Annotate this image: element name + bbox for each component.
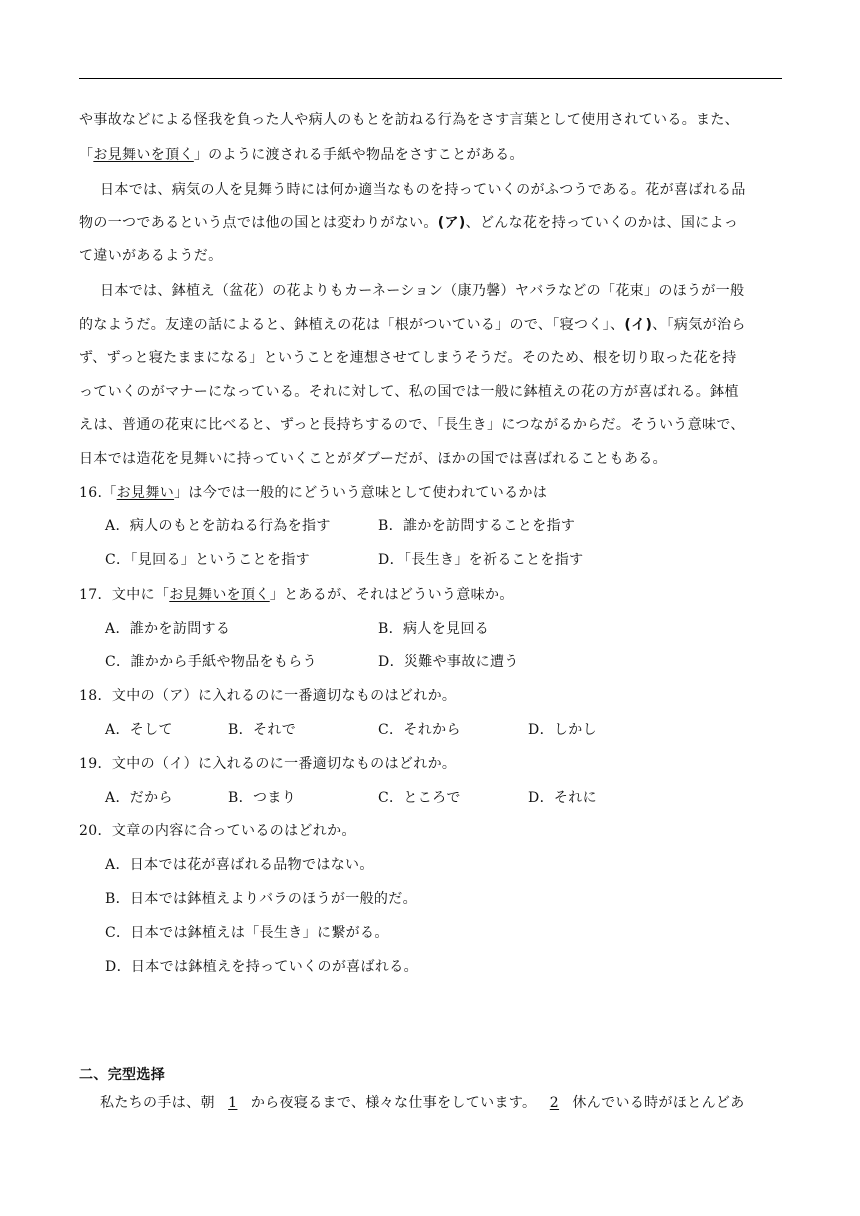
blank-marker-a: (ア) bbox=[437, 215, 466, 231]
question-20: 20．文章の内容に合っているのはどれか。 bbox=[79, 823, 356, 839]
option-c[interactable]: C．ところで bbox=[378, 790, 461, 806]
option-c[interactable]: C．誰かから手紙や物品をもらう bbox=[105, 654, 317, 670]
passage-line: えは、普通の花束に比べると、ずっと長持ちするので、「長生き」につながるからだ。そういう意味で、 bbox=[79, 417, 745, 433]
option-a[interactable]: A．日本では花が喜ばれる品物ではない。 bbox=[105, 857, 374, 873]
option-a[interactable]: A．そして bbox=[105, 722, 173, 738]
option-b[interactable]: B．病人を見回る bbox=[378, 621, 490, 637]
section-text: 私たちの手は、朝 1 から夜寝るまで、様々な仕事をしています。 2 休んでいる時がほとんどあ bbox=[100, 1095, 745, 1111]
passage-line: 日本では造花を見舞いに持っていくことがダブーだが、ほかの国では喜ばれることもある。 bbox=[79, 451, 667, 467]
option-a[interactable]: A．病人のもとを訪ねる行為を指す bbox=[105, 518, 331, 534]
option-c[interactable]: C．「見回る」ということを指す bbox=[105, 552, 310, 568]
option-d[interactable]: D．災難や事故に遭う bbox=[378, 654, 519, 670]
question-18: 18．文中の（ア）に入れるのに一番適切なものはどれか。 bbox=[79, 688, 457, 704]
underlined-phrase: お見舞いを頂く bbox=[169, 587, 270, 603]
passage-line: 日本では、鉢植え（盆花）の花よりもカーネーション（康乃馨）ヤバラなどの「花束」のほうが一般 bbox=[100, 283, 745, 299]
option-a[interactable]: A．だから bbox=[105, 790, 173, 806]
question-19: 19．文中の（イ）に入れるのに一番適切なものはどれか。 bbox=[79, 756, 457, 772]
underlined-phrase: お見舞いを頂く bbox=[93, 147, 194, 163]
option-d[interactable]: D．日本では鉢植えを持っていくのが喜ばれる。 bbox=[105, 959, 418, 975]
passage-line: ず、ずっと寝たままになる」ということを連想させてしまうそうだ。そのため、根を切り取った花を持 bbox=[79, 350, 737, 366]
option-b[interactable]: B．誰かを訪問することを指す bbox=[378, 518, 576, 534]
question-16: 16.「お見舞い」は今では一般的にどういう意味として使われているかは bbox=[79, 485, 548, 501]
option-b[interactable]: B．つまり bbox=[228, 790, 297, 806]
passage-line: 的なようだ。友達の話によると、鉢植えの花は「根がついている」ので、「寝つく」、(イ)、「病気が治ら bbox=[79, 317, 746, 333]
option-d[interactable]: D．しかし bbox=[528, 722, 597, 738]
option-b[interactable]: B．それで bbox=[228, 722, 297, 738]
blank-1: 1 bbox=[228, 1095, 238, 1111]
option-a[interactable]: A．誰かを訪問する bbox=[105, 621, 231, 637]
section-heading: 二、完型选择 bbox=[79, 1067, 166, 1083]
blank-marker-i: (イ) bbox=[624, 317, 653, 333]
header-rule bbox=[79, 78, 782, 79]
question-17: 17．文中に「お見舞いを頂く」とあるが、それはどういう意味か。 bbox=[79, 587, 514, 603]
passage-line: 日本では、病気の人を見舞う時には何か適当なものを持っていくのがふつうである。花が喜ばれる品 bbox=[100, 182, 746, 198]
underlined-phrase: お見舞い bbox=[116, 485, 175, 501]
blank-2: 2 bbox=[549, 1095, 560, 1111]
option-c[interactable]: C．日本では鉢植えは「長生き」に繋がる。 bbox=[105, 925, 389, 941]
option-d[interactable]: D．「長生き」を祈ることを指す bbox=[378, 552, 584, 568]
passage-line: 物の一つであるという点では他の国とは変わりがない。(ア)、どんな花を持っていくのかは、国によっ bbox=[79, 215, 739, 231]
option-d[interactable]: D．それに bbox=[528, 790, 597, 806]
passage-line: っていくのがマナーになっている。それに対して、私の国では一般に鉢植えの花の方が喜ばれる。鉢植 bbox=[79, 384, 739, 400]
passage-line: 「お見舞いを頂く」のように渡される手紙や物品をさすことがある。 bbox=[79, 147, 524, 163]
passage-line: や事故などによる怪我を負った人や病人のもとを訪ねる行為をさす言葉として使用されている。また、 bbox=[79, 112, 740, 128]
option-c[interactable]: C．それから bbox=[378, 722, 461, 738]
passage-line: て違いがあるようだ。 bbox=[79, 248, 223, 264]
option-b[interactable]: B．日本では鉢植えよりバラのほうが一般的だ。 bbox=[105, 891, 417, 907]
